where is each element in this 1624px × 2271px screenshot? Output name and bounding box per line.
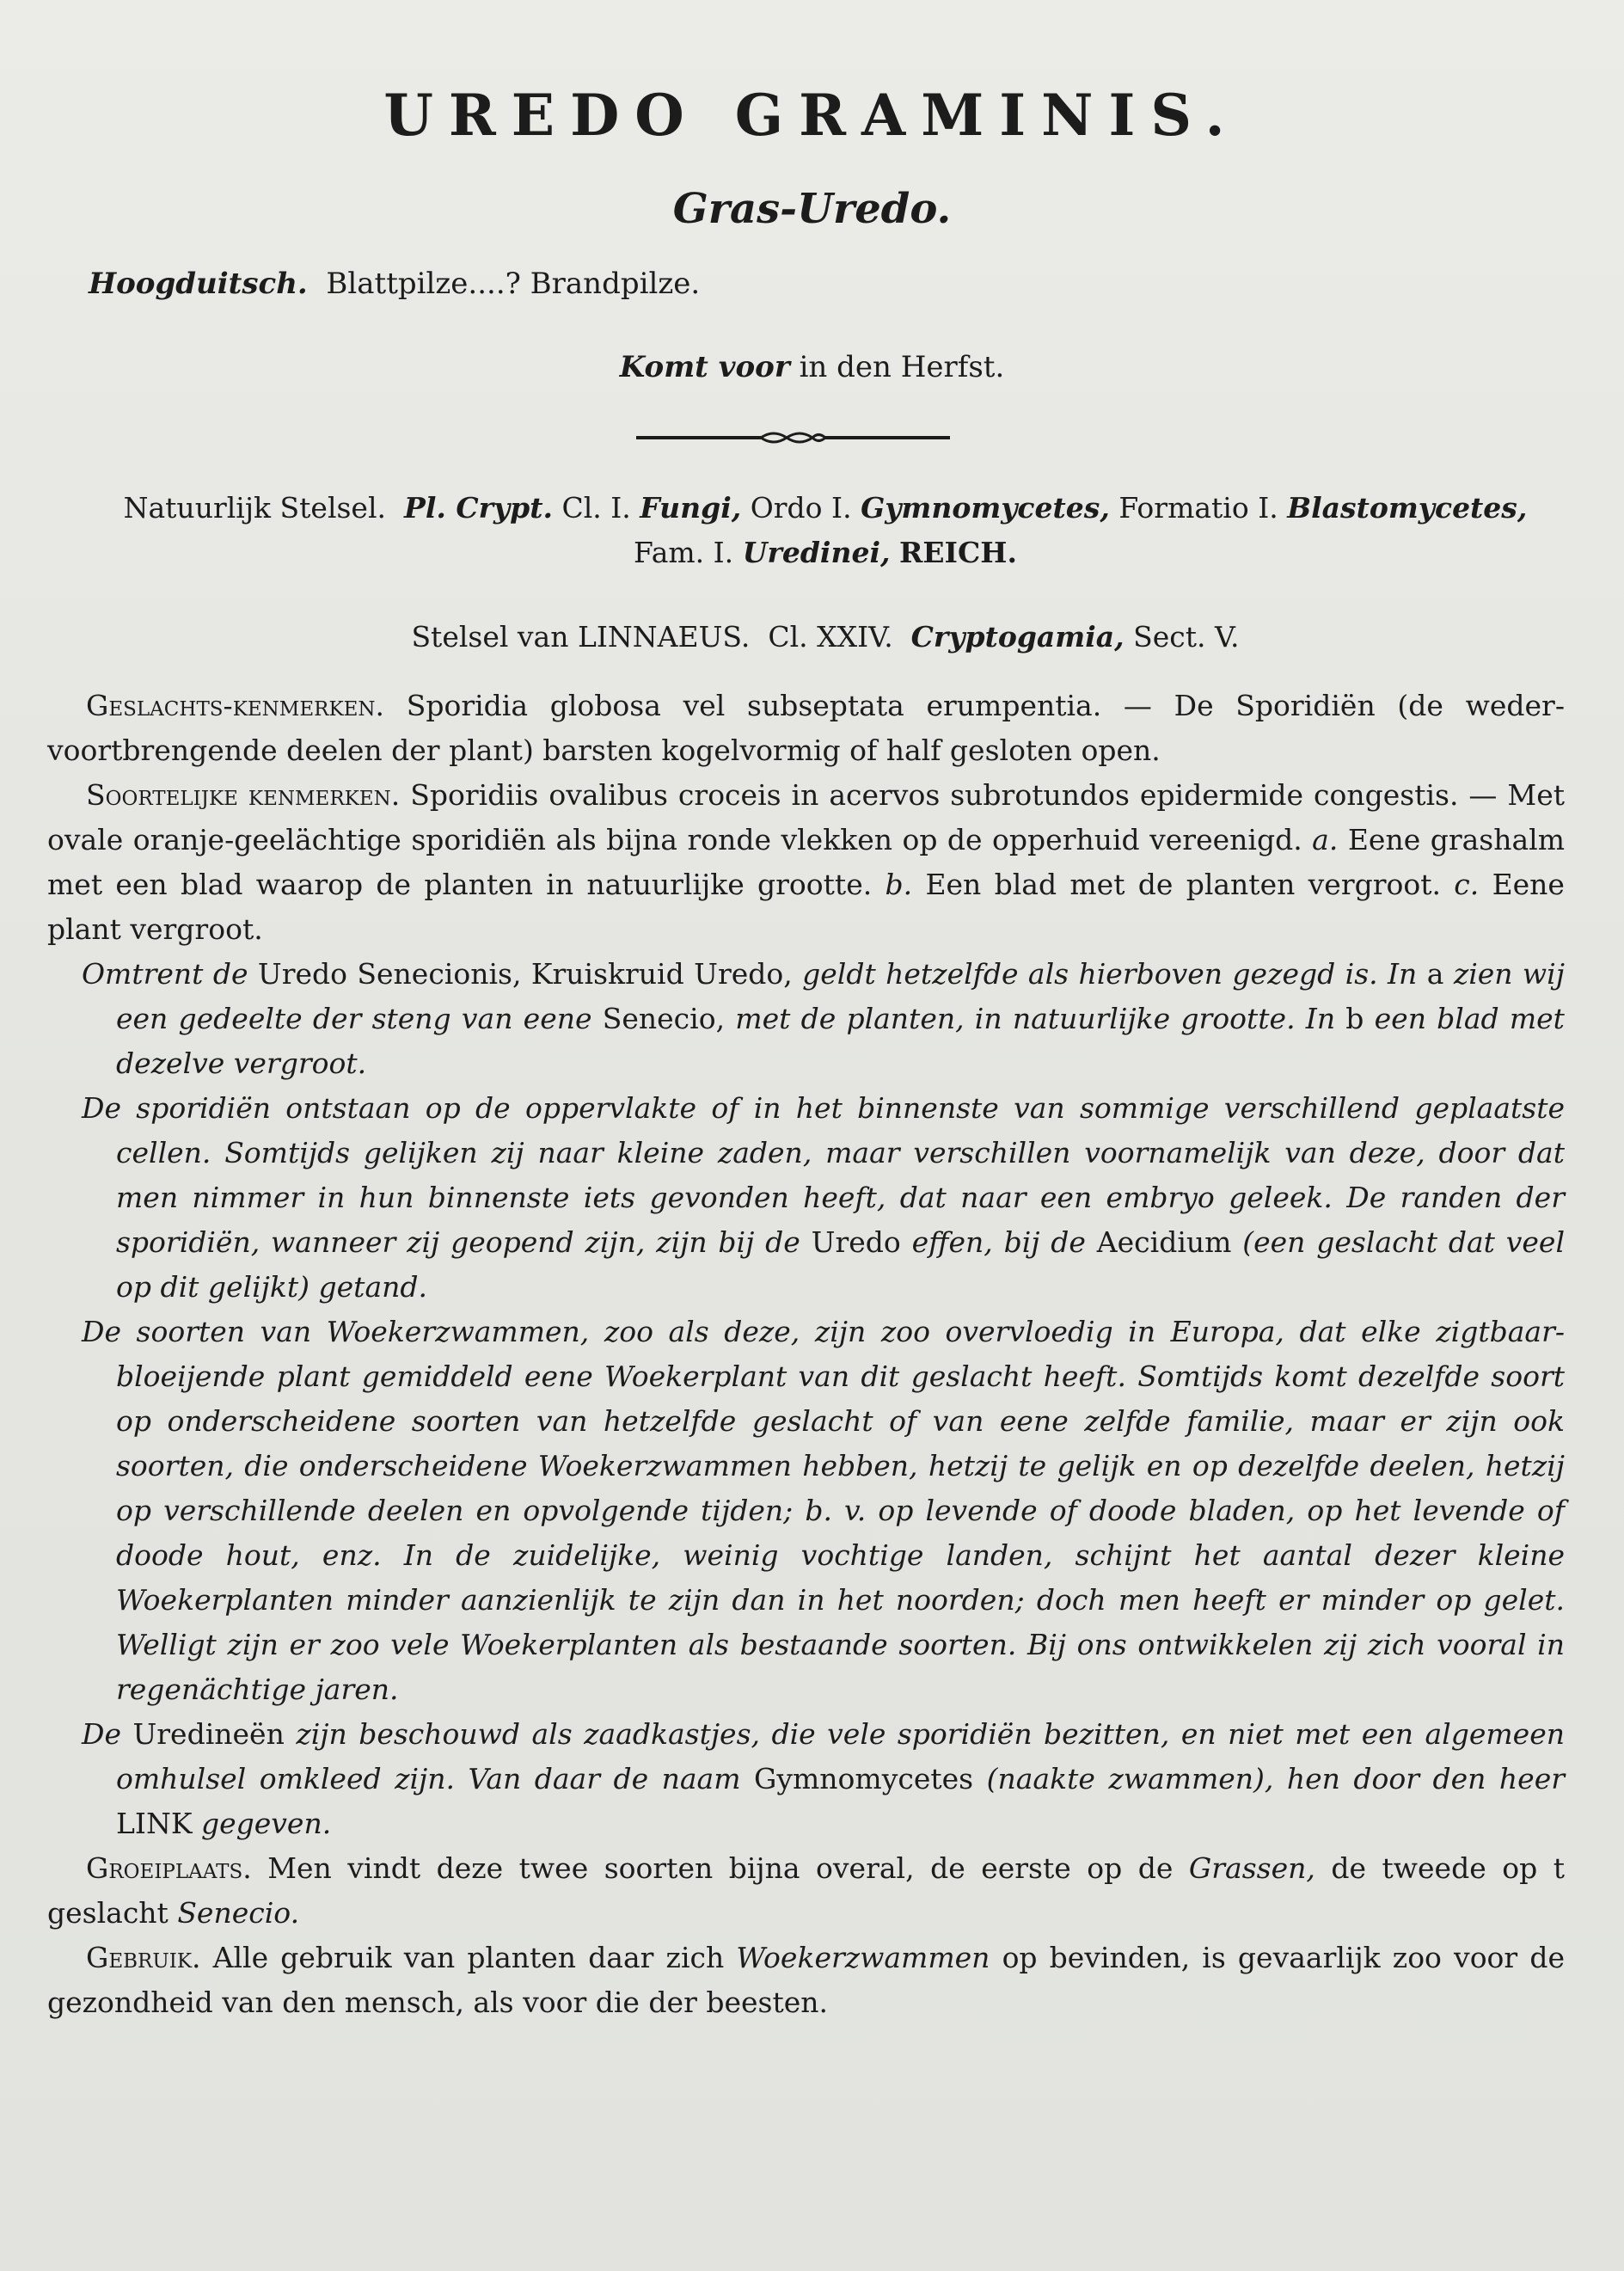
season-line xyxy=(0,350,1624,384)
linnaeus-system xyxy=(95,615,1556,660)
natuurlijk-fungi: Fungi, xyxy=(640,491,742,525)
natuurlijk-reich: REICH. xyxy=(898,536,1017,569)
gebruik-t1: Alle gebruik van planten daar zich xyxy=(212,1941,725,1974)
linnaeus-name: LINNAEUS. xyxy=(577,620,751,654)
german-names xyxy=(89,267,700,301)
natuurlijk-cl: Cl. I. xyxy=(561,491,631,525)
geslachts-text: Sporidia globosa vel subseptata erumpentia. — De Sporidiën (de weder-voortbrengende deelen der plant) barsten kogelvormig of half gesloten open. xyxy=(47,689,1565,767)
hoogduitsch-label: Hoogduitsch. xyxy=(89,267,308,301)
uredineen-s2: zijn beschouwd als zaadkastjes, die vele sporidiën bezitten, en niet met een algemeen omhulsel omkleed zijn. Van daar de naam xyxy=(116,1717,1565,1795)
omtrent-n3: Senecio, xyxy=(602,1002,726,1035)
groeiplaats-label: Groeiplaats. xyxy=(86,1851,252,1885)
figure-a: a. xyxy=(1312,823,1339,856)
komt-rest: in den Herfst. xyxy=(799,350,1005,384)
omtrent-s1: Omtrent de xyxy=(82,957,248,991)
sporidien-paragraph xyxy=(47,1086,1565,1310)
omtrent-n1: Uredo Senecionis, Kruiskruid Uredo, xyxy=(257,957,793,991)
figure-c: c. xyxy=(1454,868,1480,901)
soortelijke-paragraph xyxy=(47,773,1565,952)
omtrent-s3: zien wij een gedeelte der steng van eene xyxy=(116,957,1565,1035)
omtrent-s2: geldt hetzelfde als hierboven gezegd is. In xyxy=(802,957,1418,991)
gebruik-label: Gebruik. xyxy=(86,1941,201,1974)
sporidien-s2: effen, bij de xyxy=(911,1225,1086,1259)
soortelijke-text4: Eene plant vergroot. xyxy=(47,868,1565,946)
groeiplaats-senecio: Senecio. xyxy=(177,1896,300,1930)
groeiplaats-grassen: Grassen, xyxy=(1188,1851,1315,1885)
soorten-paragraph: De soorten van Woekerzwammen, zoo als deze, zijn zoo overvloedig in Europa, dat elke zigtbaar-bloeijende plant gemiddeld eene Woekerplant van dit geslacht heeft. Somtijds komt dezelfde soort op onderscheidene soorten van hetzelfde geslacht of van eene zelfde familie, maar er zijn ook soorten, die onderscheidene Woekerzwammen hebben, hetzij te gelijk en op dezelfde deelen, hetzij op verschillende deelen en opvolgende tijden; b. v. op levende of doode bladen, op het levende of doode hout, enz. In de zuidelijke, weinig vochtige landen, schijnt het aantal dezer kleine Woekerplanten minder aanzienlijk te zijn dan in het noorden; doch men heeft er minder op gelet. Welligt zijn er zoo vele Woekerplanten als bestaande soorten. Bij ons ontwikkelen zij zich vooral in regenächtige jaren. xyxy=(82,1315,1565,1706)
page-title: UREDO GRAMINIS. xyxy=(383,82,1241,149)
omtrent-n4: b xyxy=(1345,1002,1364,1035)
uredineen-paragraph xyxy=(47,1712,1565,1846)
soortelijke-text1: Sporidiis ovalibus croceis in acervos subrotundos epidermide congestis. — Met ovale oranje-geelächtige sporidiën als bijna ronde vlekken op de opperhuid vereenigd. xyxy=(47,778,1565,856)
omtrent-s5: een blad met dezelve vergroot. xyxy=(116,1002,1565,1080)
linnaeus-sect: Sect. V. xyxy=(1133,620,1240,654)
soortelijke-text3: Een blad met de planten vergroot. xyxy=(925,868,1441,901)
groeiplaats-t2: de tweede op t geslacht xyxy=(47,1851,1565,1930)
gebruik-t2: op bevinden, is gevaarlijk zoo voor de gezondheid van den mensch, als voor die der beesten. xyxy=(47,1941,1565,2019)
natuurlijk-uredinei: Uredinei, xyxy=(742,536,891,569)
figure-b: b. xyxy=(885,868,913,901)
sporidien-n1: Uredo xyxy=(811,1225,901,1259)
natuurlijk-formatio: Formatio I. xyxy=(1118,491,1278,525)
uredineen-n1: Uredineën xyxy=(132,1717,285,1751)
body-text xyxy=(47,684,1565,2025)
sporidien-s1: De sporidiën ontstaan op de oppervlakte of in het binnenste van sommige verschillend geplaatste cellen. Somtijds gelijken zij naar kleine zaden, maar verschillen voornamelijk van deze, door dat men nimmer in hun binnenste iets gevonden heeft, dat naar een embryo geleek. De randen der sporidiën, wanneer zij geopend zijn, zijn bij de xyxy=(82,1091,1565,1259)
uredineen-s4: gegeven. xyxy=(200,1807,332,1840)
natuurlijk-blasto: Blastomycetes, xyxy=(1287,491,1528,525)
gebruik-paragraph xyxy=(47,1936,1565,2025)
natuurlijk-fam: Fam. I. xyxy=(634,536,734,569)
linnaeus-label: Stelsel van xyxy=(411,620,569,654)
natuurlijk-pl: Pl. Crypt. xyxy=(404,491,553,525)
linnaeus-cl: Cl. XXIV. xyxy=(768,620,893,654)
uredineen-n2: Gymnomycetes xyxy=(754,1762,974,1795)
natural-system xyxy=(95,486,1556,575)
gebruik-woeker: Woekerzwammen xyxy=(736,1941,990,1974)
geslachts-label: Geslachts-kenmerken. xyxy=(86,689,385,722)
sporidien-n2: Aecidium xyxy=(1096,1225,1232,1259)
soortelijke-text2: Eene grashalm met een blad waarop de planten in natuurlijke grootte. xyxy=(47,823,1565,901)
soortelijke-label: Soortelijke kenmerken. xyxy=(86,778,401,812)
omtrent-n2: a xyxy=(1426,957,1444,991)
hoogduitsch-text: Blattpilze....? Brandpilze. xyxy=(326,267,701,301)
natuurlijk-label: Natuurlijk Stelsel. xyxy=(123,491,387,525)
page-subtitle: Gras-Uredo. xyxy=(672,185,952,233)
uredineen-s3: (naakte zwammen), hen door den heer xyxy=(986,1762,1565,1795)
linnaeus-crypto: Cryptogamia, xyxy=(910,620,1125,654)
sporidien-s3: (een geslacht dat veel op dit gelijkt) getand. xyxy=(116,1225,1566,1304)
uredineen-n3: LINK xyxy=(116,1807,193,1840)
ornament-divider xyxy=(636,425,950,451)
geslachts-paragraph xyxy=(47,684,1565,773)
komt-italic: Komt voor xyxy=(619,350,790,384)
omtrent-s4: met de planten, in natuurlijke grootte. In xyxy=(735,1002,1336,1035)
omtrent-paragraph xyxy=(47,952,1565,1086)
uredineen-s1: De xyxy=(82,1717,121,1751)
natuurlijk-ordo: Ordo I. xyxy=(750,491,852,525)
groeiplaats-t1: Men vindt deze twee soorten bijna overal, de eerste op de xyxy=(267,1851,1174,1885)
natuurlijk-gymno: Gymnomycetes, xyxy=(861,491,1110,525)
groeiplaats-paragraph xyxy=(47,1846,1565,1936)
